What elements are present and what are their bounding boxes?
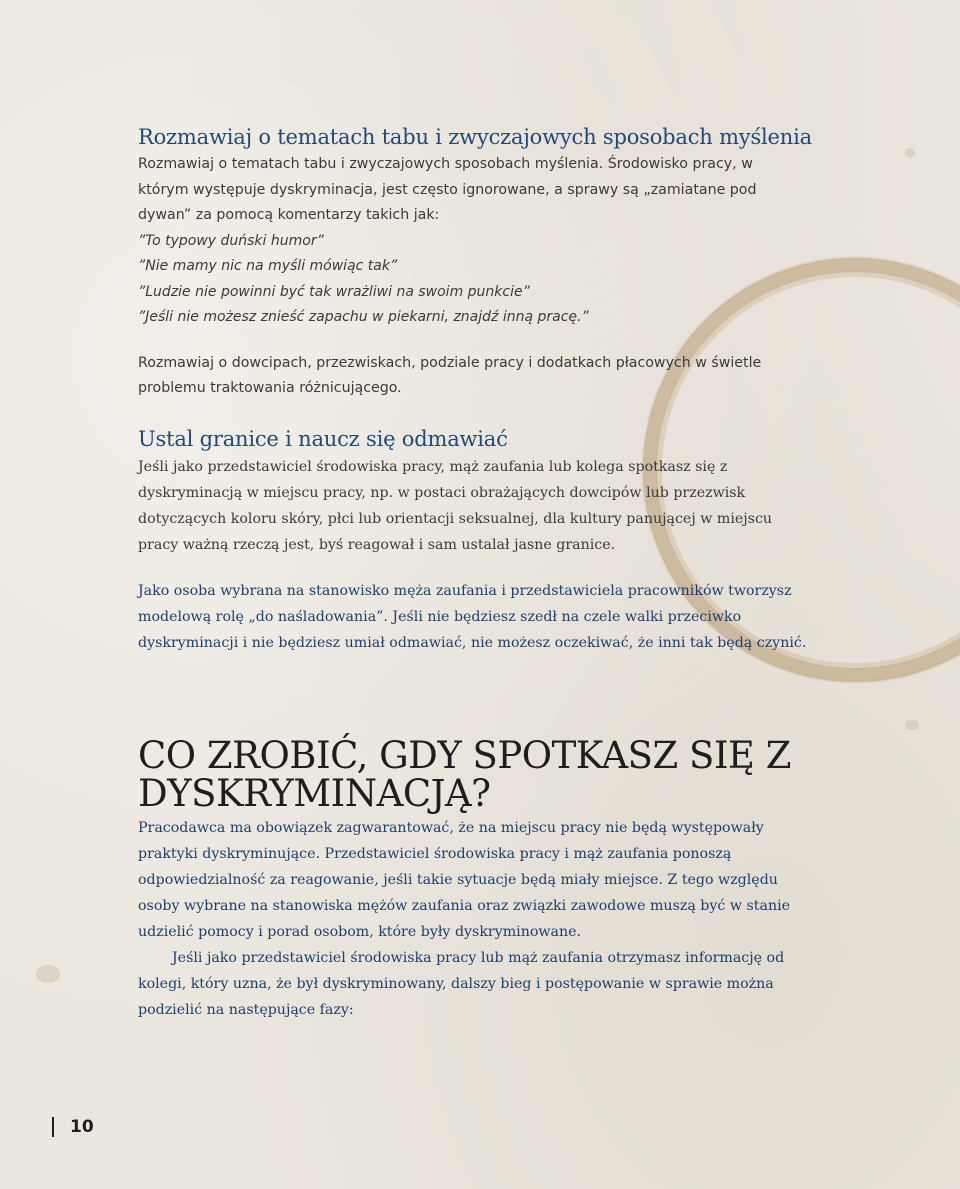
employer-para-line: praktyki dyskryminujące. Przedstawiciel środowiska pracy i mąż zaufania ponoszą <box>138 846 732 862</box>
phases-para-line: Jeśli jako przedstawiciel środowiska pracy lub mąż zaufania otrzymasz informację od <box>172 950 785 966</box>
intro-line: Rozmawiaj o tematach tabu i zwyczajowych sposobach myślenia. Środowisko pracy, w <box>138 156 753 172</box>
page-footer <box>52 1117 94 1137</box>
employer-para-line: odpowiedzialność za reagowanie, jeśli takie sytuacje będą miały miejsce. Z tego względu <box>138 872 778 888</box>
employer-para-line: udzielić pomocy i porad osobom, które były dyskryminowane. <box>138 924 582 940</box>
intro-line: którym występuje dyskryminacja, jest często ignorowane, a sprawy są „zamiatane pod <box>138 181 757 198</box>
closing-line: problemu traktowania różnicującego. <box>138 380 402 396</box>
page-number: 10 <box>70 1117 94 1137</box>
page-number-divider <box>52 1117 54 1137</box>
intro-line: dywan” za pomocą komentarzy takich jak: <box>138 207 440 223</box>
discrimination-section <box>138 815 828 1023</box>
quote-line: ”Nie mamy nic na myśli mówiąc tak” <box>138 258 398 274</box>
section-heading-boundaries: Ustal granice i naucz się odmawiać <box>138 426 508 451</box>
boundaries-para1-line: dyskryminacją w miejscu pracy, np. w postaci obrażających dowcipów lub przezwisk <box>138 484 746 501</box>
quote-line: ”To typowy duński humor” <box>138 232 324 249</box>
closing-line: Rozmawiaj o dowcipach, przezwiskach, podziale pracy i dodatkach płacowych w świetle <box>138 354 762 371</box>
boundaries-para2-line: Jako osoba wybrana na stanowisko męża zaufania i przedstawiciela pracowników tworzysz <box>138 582 792 599</box>
employer-para-line: Pracodawca ma obowiązek zagwarantować, że na miejscu pracy nie będą występowały <box>138 820 764 836</box>
boundaries-para1-line: dotyczących koloru skóry, płci lub orientacji seksualnej, dla kultury panującej w miejscu <box>138 510 773 527</box>
main-heading-line: DYSKRYMINACJĄ? <box>138 772 491 815</box>
paper-speck <box>905 148 915 158</box>
quote-line: ”Jeśli nie możesz znieść zapachu w piekarni, znajdź inną pracę.” <box>138 309 589 325</box>
paper-speck <box>36 965 60 983</box>
main-content <box>138 122 838 656</box>
phases-para-line: kolegi, który uzna, że był dyskryminowany, dalszy bieg i postępowanie w sprawie można <box>138 976 774 992</box>
paper-speck <box>905 720 919 730</box>
employer-para-line: osoby wybrane na stanowiska mężów zaufania oraz związki zawodowe muszą być w stanie <box>138 898 791 914</box>
section-heading-taboo: Rozmawiaj o tematach tabu i zwyczajowych sposobach myślenia <box>138 125 812 149</box>
main-heading <box>138 734 858 815</box>
phases-para-line: podzielić na następujące fazy: <box>138 1002 354 1018</box>
boundaries-para1-line: pracy ważną rzeczą jest, byś reagował i sam ustalał jasne granice. <box>138 536 616 553</box>
main-heading-line: CO ZROBIĆ, GDY SPOTKASZ SIĘ Z <box>138 734 791 777</box>
boundaries-para2-line: modelową rolę „do naśladowania”. Jeśli nie będziesz szedł na czele walki przeciwko <box>138 608 742 625</box>
boundaries-para1-line: Jeśli jako przedstawiciel środowiska pracy, mąż zaufania lub kolega spotkasz się z <box>138 458 728 475</box>
quote-line: ”Ludzie nie powinni być tak wrażliwi na swoim punkcie” <box>138 283 530 300</box>
boundaries-para2-line: dyskryminacji i nie będziesz umiał odmawiać, nie możesz oczekiwać, że inni tak będą czynić. <box>138 634 807 651</box>
